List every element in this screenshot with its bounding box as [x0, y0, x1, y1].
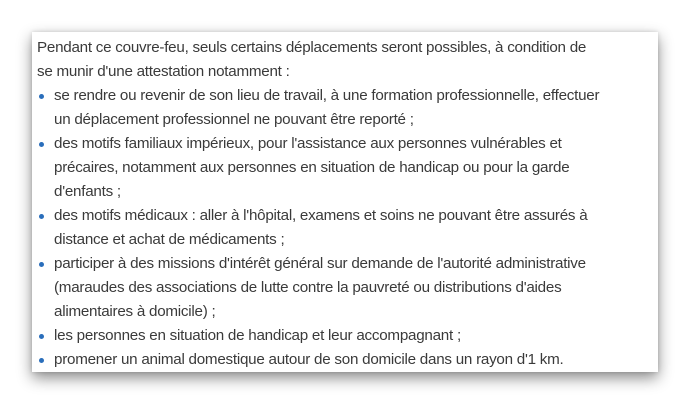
list-item	[37, 252, 599, 324]
item-line: des motifs familiaux impérieux, pour l'assistance aux personnes vulnérables et	[54, 135, 562, 152]
curfew-text	[37, 36, 599, 372]
bullet-icon	[39, 334, 44, 339]
item-line: les personnes en situation de handicap et leur accompagnant ;	[54, 327, 461, 344]
intro-line: se munir d'une attestation notamment :	[37, 63, 290, 80]
item-line: (maraudes des associations de lutte contre la pauvreté ou distributions d'aides	[54, 279, 562, 296]
text-card	[32, 32, 658, 372]
item-line: promener un animal domestique autour de son domicile dans un rayon d'1 km.	[54, 351, 564, 368]
list-item	[37, 324, 599, 348]
item-line: alimentaires à domicile) ;	[54, 303, 216, 320]
item-line: d'enfants ;	[54, 183, 121, 200]
item-line: un déplacement professionnel ne pouvant être reporté ;	[54, 111, 414, 128]
bullet-icon	[39, 262, 44, 267]
item-line: précaires, notamment aux personnes en situation de handicap ou pour la garde	[54, 159, 570, 176]
bullet-icon	[39, 358, 44, 363]
item-line: participer à des missions d'intérêt général sur demande de l'autorité administrative	[54, 255, 586, 272]
item-line: se rendre ou revenir de son lieu de travail, à une formation professionnelle, effectuer	[54, 87, 600, 104]
intro-line: Pendant ce couvre-feu, seuls certains déplacements seront possibles, à condition de	[37, 39, 587, 56]
bullet-icon	[39, 214, 44, 219]
bullet-icon	[39, 142, 44, 147]
bullet-icon	[39, 94, 44, 99]
list-item	[37, 84, 599, 132]
intro-paragraph	[37, 36, 599, 84]
item-line: distance et achat de médicaments ;	[54, 231, 285, 248]
list-item	[37, 132, 599, 204]
list-item	[37, 348, 599, 372]
list-item	[37, 204, 599, 252]
item-line: des motifs médicaux : aller à l'hôpital, examens et soins ne pouvant être assurés à	[54, 207, 588, 224]
bullet-list	[37, 84, 599, 372]
